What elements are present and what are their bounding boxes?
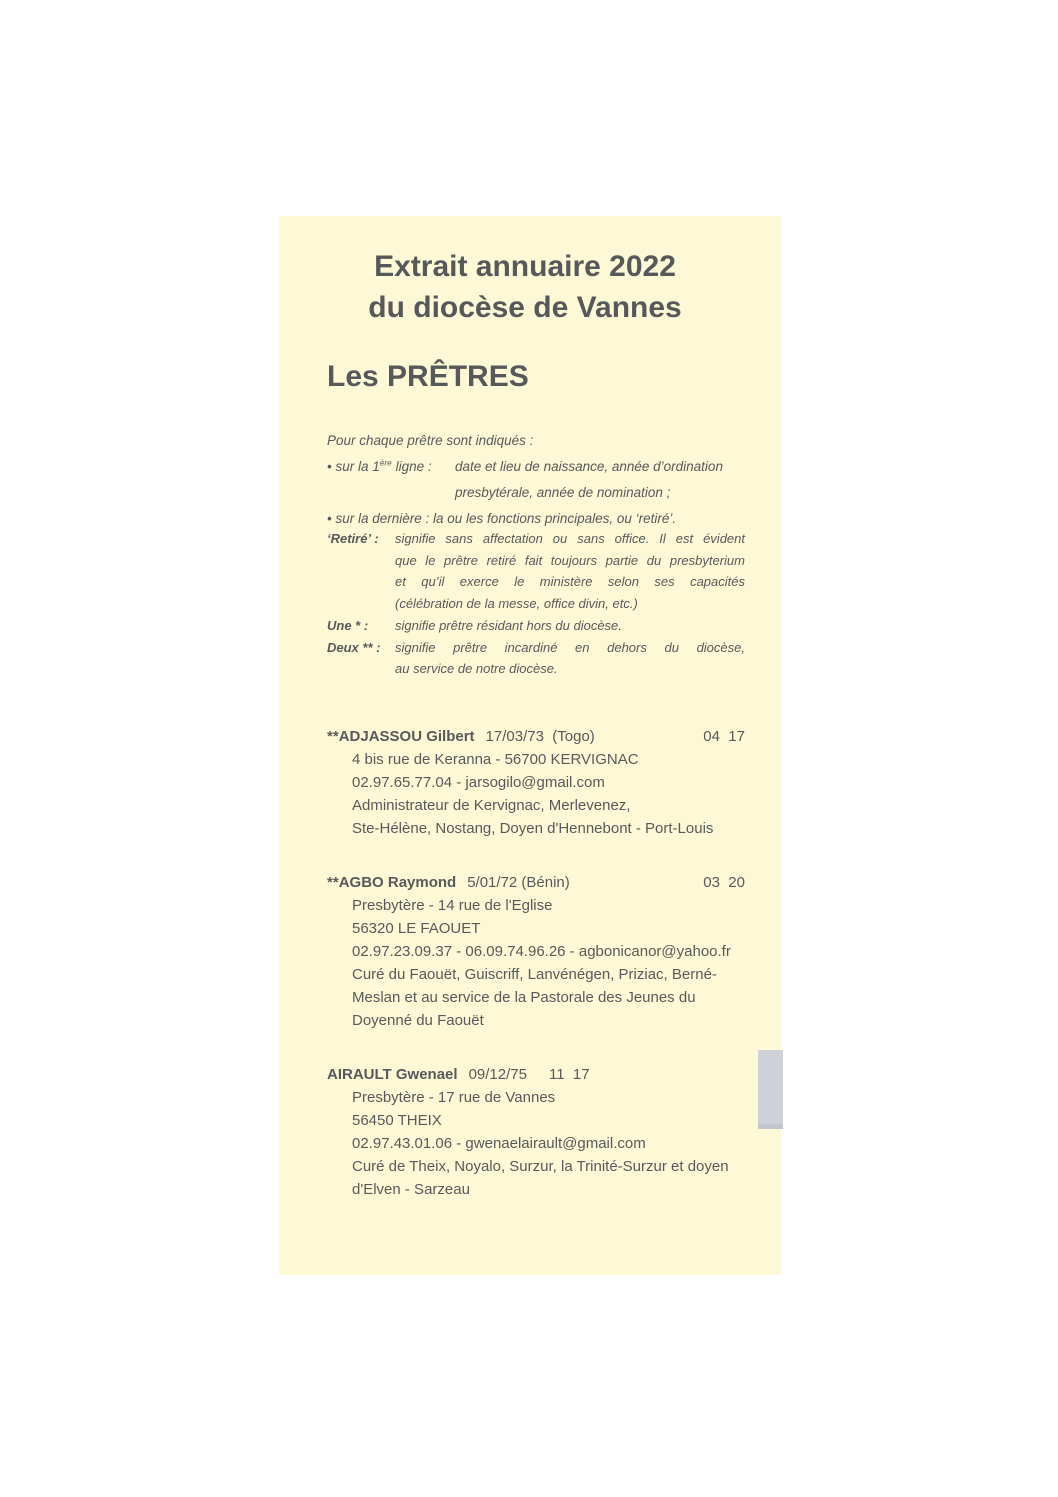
intro-bullet-2: • sur la dernière : la ou les fonctions principales, ou ‘retiré’. (327, 511, 677, 526)
intro-lead: Pour chaque prêtre sont indiqués : (327, 433, 534, 448)
entry-name: AGBO Raymond (338, 874, 457, 891)
definition-one-star-text (395, 615, 745, 637)
entry-name: AIRAULT Gwenael (327, 1066, 458, 1083)
intro-bullet-1-text (455, 454, 745, 506)
intro-bullet-1-label-post: ligne : (391, 459, 432, 474)
document-title-line-2: du diocèse de Vannes (368, 291, 682, 324)
entry-head (327, 871, 745, 894)
entry-line: Meslan et au service de la Pastorale des Jeunes du (352, 989, 696, 1006)
entry-line: 02.97.65.77.04 - jarsogilo@gmail.com (352, 774, 605, 791)
entry-line: 56450 THEIX (352, 1112, 442, 1129)
intro-bullet-1-label (327, 454, 455, 506)
definitions-block (327, 528, 745, 680)
intro-bullet-1-text-line-2: presbytérale, année de nomination ; (455, 485, 671, 500)
entry-name: ADJASSOU Gilbert (338, 728, 475, 745)
priest-entry-agbo (327, 871, 745, 1032)
definition-line: que le prêtre retiré fait toujours partie du presbyterium (395, 552, 745, 568)
document-panel (279, 216, 781, 1275)
entry-head (327, 1063, 745, 1086)
entry-line: Curé de Theix, Noyalo, Surzur, la Trinité-Surzur et doyen (352, 1158, 729, 1175)
definition-retire-term: ‘Retiré’ : (327, 531, 379, 546)
entry-line: Presbytère - 14 rue de l'Eglise (352, 897, 553, 914)
definition-two-stars-term: Deux ** : (327, 639, 381, 655)
entry-birth-info: 5/01/72 (Bénin) (467, 874, 570, 891)
definition-one-star (327, 615, 745, 637)
entry-years: 11 17 (548, 1066, 590, 1083)
definition-line: (célébration de la messe, office divin, etc.) (395, 596, 638, 612)
definition-retire (327, 528, 745, 615)
section-heading: Les PRÊTRES (327, 360, 529, 393)
intro-bullet-1-label-pre: • sur la 1 (327, 459, 380, 474)
entry-line: Curé du Faouët, Guiscriff, Lanvénégen, Priziac, Berné- (352, 966, 717, 983)
entry-line: Administrateur de Kervignac, Merlevenez, (352, 797, 631, 814)
definition-line: au service de notre diocèse. (395, 661, 558, 677)
entry-birth-info: 09/12/75 (468, 1066, 527, 1083)
entry-years: 04 17 (703, 728, 745, 745)
definition-retire-text (395, 528, 745, 615)
entry-prefix: ** (327, 874, 339, 891)
entry-line: d'Elven - Sarzeau (352, 1181, 470, 1198)
entry-line: Doyenné du Faouët (352, 1012, 484, 1029)
entry-line: Ste-Hélène, Nostang, Doyen d'Hennebont - Port-Louis (352, 820, 714, 837)
definition-two-stars-text (395, 637, 745, 680)
intro-bullet-1-label-sup: ère (379, 457, 392, 468)
entry-line: 56320 LE FAOUET (352, 920, 481, 937)
document-title (279, 246, 771, 328)
entry-line: Presbytère - 17 rue de Vannes (352, 1089, 556, 1106)
priest-entry-adjassou (327, 725, 745, 840)
intro-bullet-1 (327, 454, 745, 506)
entry-line: 02.97.23.09.37 - 06.09.74.96.26 - agbonicanor@yahoo.fr (352, 943, 731, 960)
entry-head (327, 725, 745, 748)
intro-bullet-1-text-line-1: date et lieu de naissance, année d’ordination (455, 459, 723, 474)
scrollbar-thumb[interactable] (758, 1050, 783, 1129)
definition-two-stars (327, 637, 745, 680)
entry-birth-info: 17/03/73 (Togo) (485, 728, 595, 745)
definition-line: signifie prêtre incardiné en dehors du diocèse, (395, 639, 745, 655)
definition-one-star-term: Une * : (327, 617, 369, 633)
intro-block (327, 428, 745, 532)
entry-line: 02.97.43.01.06 - gwenaelairault@gmail.com (352, 1135, 646, 1152)
entry-prefix: ** (327, 728, 339, 745)
definition-line: signifie prêtre résidant hors du diocèse. (395, 617, 622, 633)
definition-line: signifie sans affectation ou sans office. Il est évident (395, 531, 745, 546)
document-title-line-1: Extrait annuaire 2022 (374, 250, 676, 283)
entry-years: 03 20 (703, 874, 745, 891)
definition-line: et qu’il exerce le ministère selon ses capacités (395, 574, 745, 590)
entry-line: 4 bis rue de Keranna - 56700 KERVIGNAC (352, 751, 639, 768)
priest-entry-airault (327, 1063, 745, 1201)
